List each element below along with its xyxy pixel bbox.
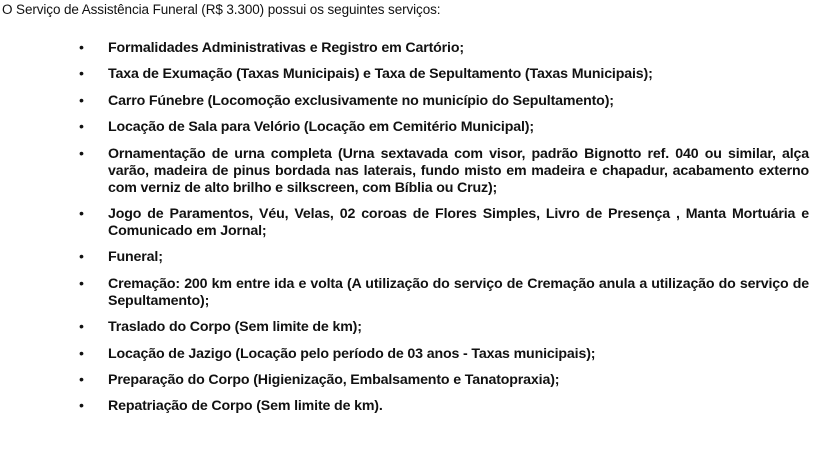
list-item bbox=[79, 206, 809, 240]
bullet-icon: • bbox=[79, 371, 84, 388]
bullet-icon: • bbox=[79, 319, 84, 336]
service-text: Formalidades Administrativas e Registro em Cartório; bbox=[108, 40, 464, 56]
service-text: Repatriação de Corpo (Sem limite de km). bbox=[108, 398, 383, 415]
service-text: Funeral; bbox=[108, 249, 163, 266]
intro-text: O Serviço de Assistência Funeral (R$ 3.300) possui os seguintes serviços: bbox=[2, 2, 441, 17]
service-text: Taxa de Exumação (Taxas Municipais) e Taxa de Sepultamento (Taxas Municipais); bbox=[108, 66, 653, 83]
bullet-icon: • bbox=[79, 398, 84, 415]
service-text: Locação de Sala para Velório (Locação em Cemitério Municipal); bbox=[108, 119, 534, 136]
list-item bbox=[79, 93, 809, 110]
services-list bbox=[79, 40, 809, 415]
list-item bbox=[79, 146, 809, 197]
service-text: Cremação: 200 km entre ida e volta (A utilização do serviço de Cremação anula a utilização do serviço de Sepultamento); bbox=[108, 275, 809, 309]
list-item bbox=[79, 372, 809, 389]
bullet-icon: • bbox=[79, 119, 84, 136]
bullet-icon: • bbox=[79, 249, 84, 266]
bullet-icon: • bbox=[79, 345, 84, 362]
service-text: Ornamentação de urna completa (Urna sextavada com visor, padrão Bignotto ref. 040 ou similar, alça varão, madeira de pinus bordada nas laterais, fundo misto em madeira e chapadur, acabamento externo com verniz de alto brilho e silkscreen, com Bíblia ou Cruz); bbox=[108, 145, 809, 196]
bullet-icon: • bbox=[79, 205, 84, 222]
bullet-icon: • bbox=[79, 92, 84, 109]
list-item bbox=[79, 249, 809, 266]
list-item bbox=[79, 40, 809, 57]
bullet-icon: • bbox=[79, 145, 84, 162]
list-item bbox=[79, 319, 809, 336]
list-item bbox=[79, 119, 809, 136]
service-text: Traslado do Corpo (Sem limite de km); bbox=[108, 319, 362, 336]
bullet-icon: • bbox=[79, 40, 84, 56]
list-item bbox=[79, 346, 809, 363]
service-text: Carro Fúnebre (Locomoção exclusivamente no município do Sepultamento); bbox=[108, 92, 614, 109]
service-text: Preparação do Corpo (Higienização, Embalsamento e Tanatopraxia); bbox=[108, 371, 560, 388]
service-text: Locação de Jazigo (Locação pelo período de 03 anos - Taxas municipais); bbox=[108, 345, 596, 362]
list-item bbox=[79, 66, 809, 83]
bullet-icon: • bbox=[79, 66, 84, 83]
service-text: Jogo de Paramentos, Véu, Velas, 02 coroas de Flores Simples, Livro de Presença , Manta Mortuária e Comunicado em Jornal; bbox=[108, 205, 809, 239]
list-item bbox=[79, 398, 809, 415]
bullet-icon: • bbox=[79, 275, 84, 292]
list-item bbox=[79, 276, 809, 310]
